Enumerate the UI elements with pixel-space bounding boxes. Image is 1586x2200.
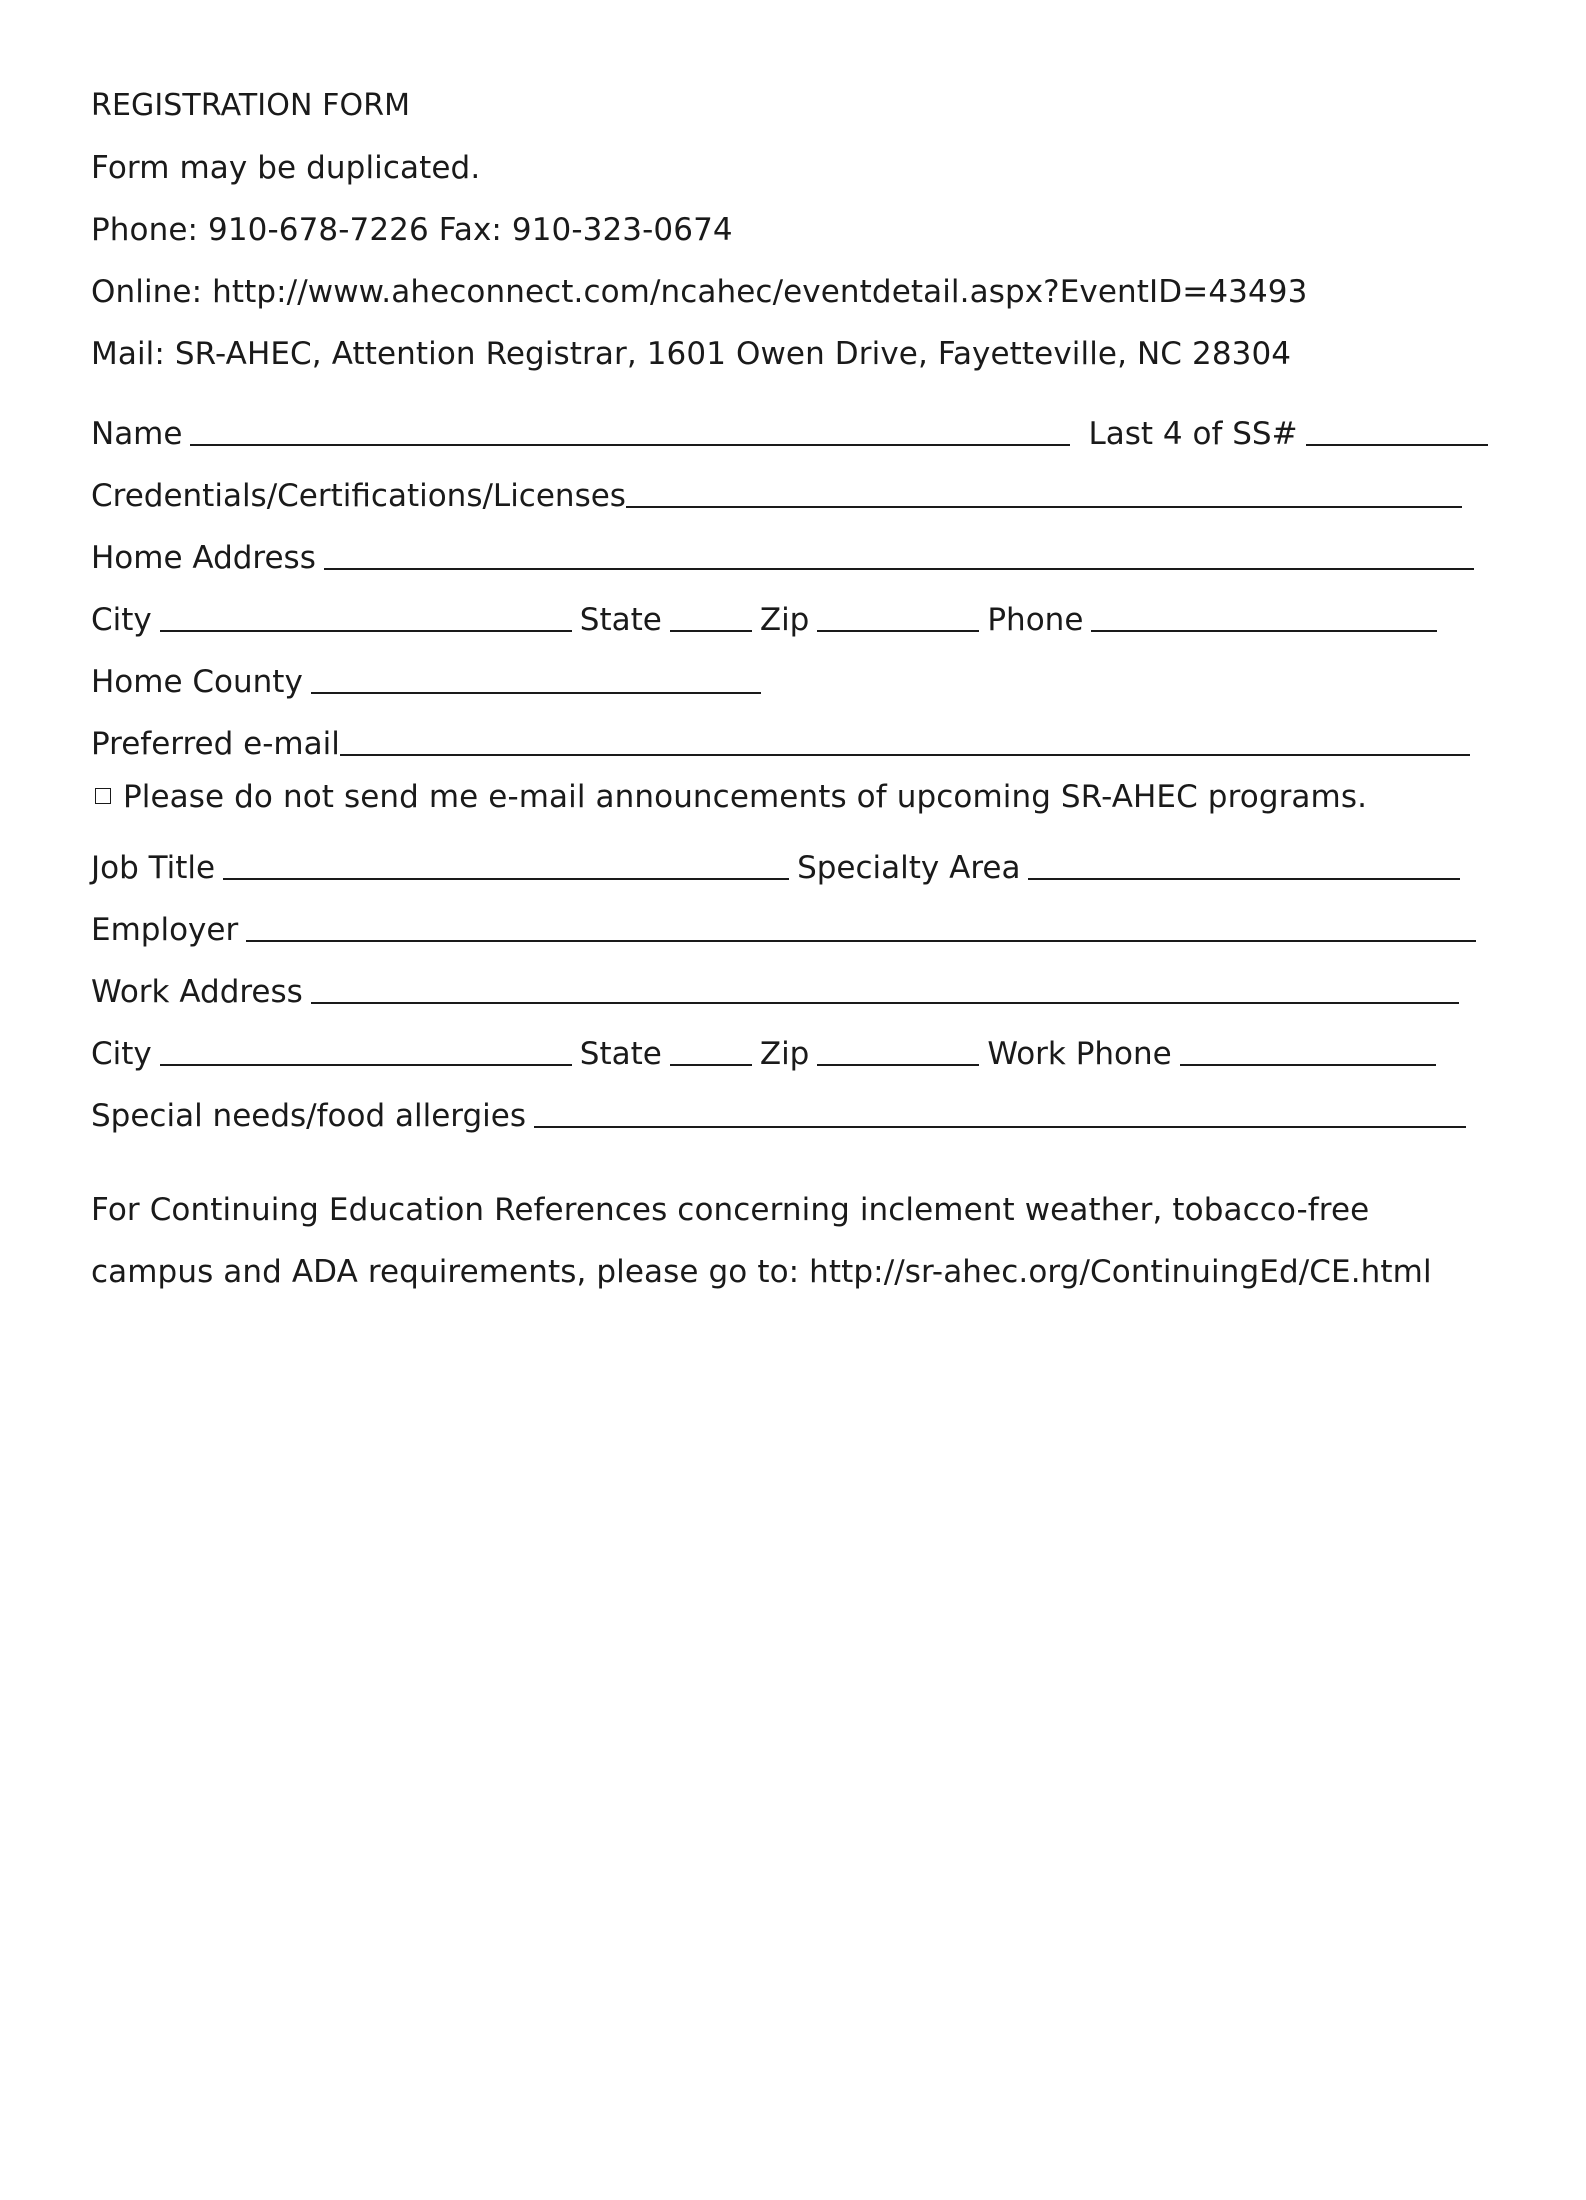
zip-field[interactable] <box>817 592 979 632</box>
employer-label: Employer <box>91 912 239 948</box>
zip-label: Zip <box>759 602 810 638</box>
name-label: Name <box>91 416 183 452</box>
registration-form-page <box>91 84 1511 1312</box>
ce-references-line-1: For Continuing Education References concerning inclement weather, tobacco-free <box>91 1192 1370 1228</box>
work-zip-field[interactable] <box>817 1026 979 1066</box>
home-address-label: Home Address <box>91 540 316 576</box>
credentials-row <box>91 456 1511 518</box>
work-address-label: Work Address <box>91 974 303 1010</box>
job-row <box>91 828 1511 890</box>
employer-row <box>91 890 1511 952</box>
credentials-label: Credentials/Certifications/Licenses <box>91 478 626 514</box>
ss-field[interactable] <box>1306 406 1488 446</box>
ss-label: Last 4 of SS# <box>1088 416 1298 452</box>
name-row <box>91 394 1511 456</box>
home-county-field[interactable] <box>311 654 761 694</box>
contact-numbers: Phone: 910-678-7226 Fax: 910-323-0674 <box>91 212 733 248</box>
work-city-field[interactable] <box>160 1026 572 1066</box>
email-field[interactable] <box>340 716 1470 756</box>
job-title-label: Job Title <box>91 850 216 886</box>
special-needs-row <box>91 1076 1511 1138</box>
home-county-label: Home County <box>91 664 303 700</box>
work-phone-field[interactable] <box>1180 1026 1436 1066</box>
mailing-address: Mail: SR-AHEC, Attention Registrar, 1601 Owen Drive, Fayetteville, NC 28304 <box>91 336 1292 372</box>
ce-references-line-2[interactable]: campus and ADA requirements, please go to: http://sr-ahec.org/ContinuingEd/CE.html <box>91 1254 1432 1290</box>
work-city-label: City <box>91 1036 152 1072</box>
phone-label: Phone <box>987 602 1084 638</box>
email-label: Preferred e-mail <box>91 726 340 762</box>
email-row <box>91 704 1511 766</box>
phone-field[interactable] <box>1091 592 1437 632</box>
job-title-field[interactable] <box>223 840 789 880</box>
duplication-note: Form may be duplicated. <box>91 150 481 186</box>
state-field[interactable] <box>670 592 752 632</box>
optout-label: Please do not send me e-mail announcements of upcoming SR-AHEC programs. <box>123 779 1368 815</box>
special-needs-label: Special needs/food allergies <box>91 1098 526 1134</box>
work-phone-label: Work Phone <box>987 1036 1172 1072</box>
optout-row <box>91 766 1511 828</box>
employer-field[interactable] <box>246 902 1476 942</box>
work-state-label: State <box>579 1036 662 1072</box>
home-county-row <box>91 642 1511 704</box>
special-needs-field[interactable] <box>534 1088 1466 1128</box>
work-address-row <box>91 952 1511 1014</box>
work-state-field[interactable] <box>670 1026 752 1066</box>
state-label: State <box>579 602 662 638</box>
work-address-field[interactable] <box>311 964 1459 1004</box>
form-title: REGISTRATION FORM <box>91 88 411 123</box>
city-label: City <box>91 602 152 638</box>
optout-checkbox[interactable] <box>95 788 111 804</box>
work-city-row <box>91 1014 1511 1076</box>
spacer <box>91 1138 1511 1188</box>
work-zip-label: Zip <box>759 1036 810 1072</box>
home-address-row <box>91 518 1511 580</box>
specialty-label: Specialty Area <box>797 850 1021 886</box>
city-field[interactable] <box>160 592 572 632</box>
home-address-field[interactable] <box>324 530 1474 570</box>
credentials-field[interactable] <box>626 468 1462 508</box>
specialty-field[interactable] <box>1028 840 1460 880</box>
home-city-row <box>91 580 1511 642</box>
name-field[interactable] <box>190 406 1070 446</box>
online-registration-link[interactable]: Online: http://www.aheconnect.com/ncahec/eventdetail.aspx?EventID=43493 <box>91 274 1308 310</box>
